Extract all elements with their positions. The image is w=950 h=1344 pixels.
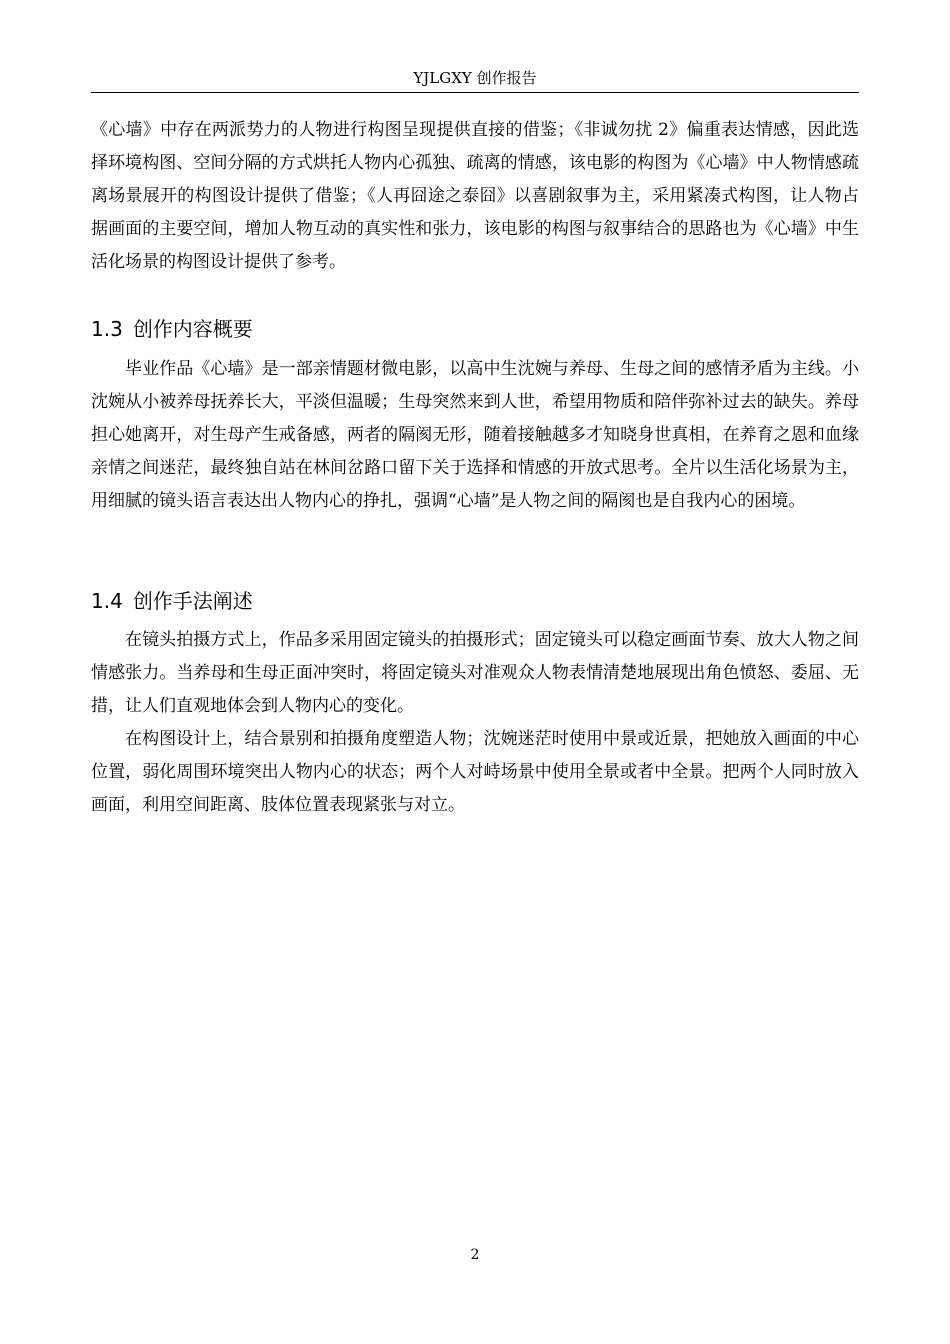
- section-1-4-paragraph-1: 在镜头拍摄方式上，作品多采用固定镜头的拍摄形式；固定镜头可以稳定画面节奏、放大人物之间情感张力。当养母和生母正面冲突时，将固定镜头对准观众人物表情清楚地展现出角色愤怒、委屈、无措，让人们直观地体会到人物内心的变化。: [91, 630, 859, 716]
- intro-paragraph: 《心墙》中存在两派势力的人物进行构图呈现提供直接的借鉴；《非诚勿扰 2》偏重表达情感，因此选择环境构图、空间分隔的方式烘托人物内心孤独、疏离的情感，该电影的构图为《心墙》中人物情感疏离场景展开的构图设计提供了借鉴；《人再囧途之泰囧》以喜剧叙事为主，采用紧凑式构图，让人物占据画面的主要空间，增加人物互动的真实性和张力，该电影的构图与叙事结合的思路也为《心墙》中生活化场景的构图设计提供了参考。: [91, 120, 859, 272]
- section-heading-1-4: [91, 587, 253, 615]
- header-divider: [91, 92, 859, 93]
- page-header: YJLGXY 创作报告: [413, 69, 537, 87]
- section-1-3-paragraph: 毕业作品《心墙》是一部亲情题材微电影，以高中生沈婉与养母、生母之间的感情矛盾为主线。小沈婉从小被养母抚养长大，平淡但温暖；生母突然来到人世，希望用物质和陪伴弥补过去的缺失。养母担心她离开，对生母产生戒备感，两者的隔阂无形，随着接触越多才知晓身世真相，在养育之恩和血缘亲情之间迷茫，最终独自站在林间岔路口留下关于选择和情感的开放式思考。全片以生活化场景为主，用细腻的镜头语言表达出人物内心的挣扎，强调“心墙”是人物之间的隔阂也是自我内心的困境。: [91, 359, 859, 511]
- section-number: 1.3: [91, 317, 123, 341]
- section-1-4-paragraph-2: 在构图设计上，结合景别和拍摄角度塑造人物；沈婉迷茫时使用中景或近景，把她放入画面的中心位置，弱化周围环境突出人物内心的状态；两个人对峙场景中使用全景或者中全景。把两个人同时放入画面，利用空间距离、肢体位置表现紧张与对立。: [91, 729, 859, 815]
- section-heading-1-3: [91, 315, 253, 343]
- section-title: 创作手法阐述: [132, 589, 253, 613]
- page-number: 2: [470, 1247, 480, 1263]
- section-title: 创作内容概要: [132, 317, 253, 341]
- section-number: 1.4: [91, 589, 123, 613]
